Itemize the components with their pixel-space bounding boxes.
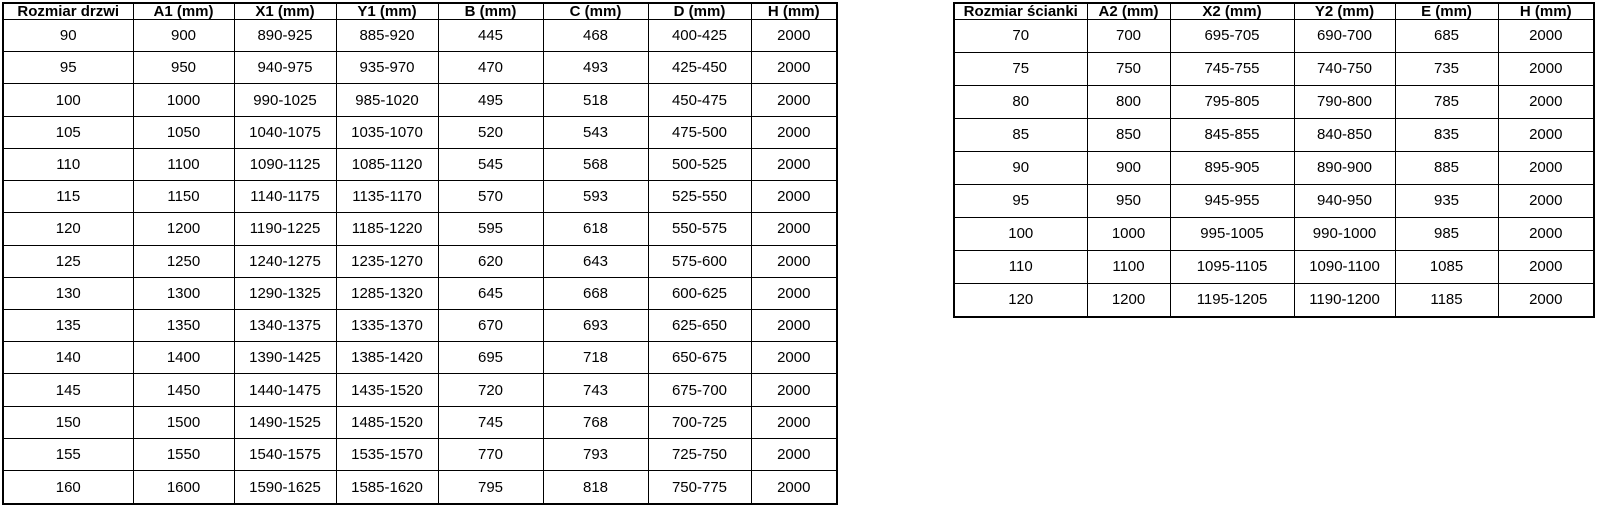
table-cell: 1195-1205 xyxy=(1170,283,1294,317)
table-cell: 2000 xyxy=(751,374,837,406)
table-cell: 1095-1105 xyxy=(1170,250,1294,283)
table-cell: 110 xyxy=(3,148,133,180)
table-cell: 2000 xyxy=(1498,20,1594,53)
table-cell: 600-625 xyxy=(648,277,751,309)
table-row xyxy=(3,277,837,309)
table-cell: 2000 xyxy=(1498,151,1594,184)
table-cell: 768 xyxy=(543,406,648,438)
column-header: A2 (mm) xyxy=(1087,3,1170,20)
table-cell: 1035-1070 xyxy=(336,116,438,148)
table-cell: 785 xyxy=(1395,85,1498,118)
column-header: C (mm) xyxy=(543,3,648,20)
table-cell: 1600 xyxy=(133,471,234,504)
table-cell: 693 xyxy=(543,309,648,341)
table-cell: 2000 xyxy=(751,148,837,180)
table-cell: 2000 xyxy=(751,20,837,52)
table-cell: 1200 xyxy=(1087,283,1170,317)
table-row xyxy=(954,283,1594,317)
table-row xyxy=(954,118,1594,151)
table-cell: 2000 xyxy=(751,213,837,245)
door-table-body xyxy=(3,20,837,505)
table-row xyxy=(3,84,837,116)
table-cell: 518 xyxy=(543,84,648,116)
table-cell: 690-700 xyxy=(1294,20,1395,53)
table-cell: 1440-1475 xyxy=(234,374,336,406)
table-cell: 1085-1120 xyxy=(336,148,438,180)
table-cell: 90 xyxy=(3,20,133,52)
table-cell: 685 xyxy=(1395,20,1498,53)
table-cell: 900 xyxy=(1087,151,1170,184)
table-cell: 718 xyxy=(543,342,648,374)
table-cell: 2000 xyxy=(751,406,837,438)
table-cell: 700-725 xyxy=(648,406,751,438)
table-cell: 1335-1370 xyxy=(336,309,438,341)
table-cell: 743 xyxy=(543,374,648,406)
table-cell: 1235-1270 xyxy=(336,245,438,277)
table-cell: 1485-1520 xyxy=(336,406,438,438)
column-header: Rozmiar ścianki xyxy=(954,3,1087,20)
wall-panel-size-table xyxy=(953,2,1595,318)
table-cell: 1185-1220 xyxy=(336,213,438,245)
table-cell: 495 xyxy=(438,84,543,116)
table-cell: 818 xyxy=(543,471,648,504)
table-cell: 900 xyxy=(133,20,234,52)
table-cell: 570 xyxy=(438,181,543,213)
door-size-table xyxy=(2,2,838,505)
table-row xyxy=(954,217,1594,250)
table-cell: 995-1005 xyxy=(1170,217,1294,250)
table-cell: 1390-1425 xyxy=(234,342,336,374)
table-cell: 1350 xyxy=(133,309,234,341)
panel-table-body xyxy=(954,20,1594,318)
table-cell: 750-775 xyxy=(648,471,751,504)
table-cell: 145 xyxy=(3,374,133,406)
table-cell: 2000 xyxy=(751,116,837,148)
table-row xyxy=(3,148,837,180)
table-cell: 770 xyxy=(438,438,543,470)
table-cell: 2000 xyxy=(751,438,837,470)
table-cell: 835 xyxy=(1395,118,1498,151)
column-header: X2 (mm) xyxy=(1170,3,1294,20)
table-cell: 1100 xyxy=(133,148,234,180)
table-cell: 70 xyxy=(954,20,1087,53)
table-cell: 130 xyxy=(3,277,133,309)
table-cell: 468 xyxy=(543,20,648,52)
table-cell: 100 xyxy=(954,217,1087,250)
table-cell: 1140-1175 xyxy=(234,181,336,213)
table-cell: 525-550 xyxy=(648,181,751,213)
table-cell: 85 xyxy=(954,118,1087,151)
table-row xyxy=(3,374,837,406)
column-header: H (mm) xyxy=(1498,3,1594,20)
table-cell: 695 xyxy=(438,342,543,374)
column-header: E (mm) xyxy=(1395,3,1498,20)
table-cell: 1500 xyxy=(133,406,234,438)
table-cell: 750 xyxy=(1087,52,1170,85)
table-cell: 745-755 xyxy=(1170,52,1294,85)
table-cell: 2000 xyxy=(751,181,837,213)
table-cell: 493 xyxy=(543,52,648,84)
table-cell: 575-600 xyxy=(648,245,751,277)
table-cell: 740-750 xyxy=(1294,52,1395,85)
table-cell: 940-975 xyxy=(234,52,336,84)
table-cell: 105 xyxy=(3,116,133,148)
table-cell: 895-905 xyxy=(1170,151,1294,184)
table-row xyxy=(3,181,837,213)
table-row xyxy=(3,116,837,148)
table-cell: 470 xyxy=(438,52,543,84)
table-cell: 2000 xyxy=(751,277,837,309)
table-cell: 790-800 xyxy=(1294,85,1395,118)
table-cell: 2000 xyxy=(751,342,837,374)
table-cell: 675-700 xyxy=(648,374,751,406)
table-cell: 950 xyxy=(1087,184,1170,217)
table-cell: 1290-1325 xyxy=(234,277,336,309)
table-cell: 95 xyxy=(954,184,1087,217)
table-cell: 620 xyxy=(438,245,543,277)
table-cell: 990-1025 xyxy=(234,84,336,116)
table-cell: 80 xyxy=(954,85,1087,118)
table-cell: 1400 xyxy=(133,342,234,374)
table-cell: 695-705 xyxy=(1170,20,1294,53)
table-cell: 100 xyxy=(3,84,133,116)
table-cell: 985-1020 xyxy=(336,84,438,116)
table-cell: 720 xyxy=(438,374,543,406)
table-cell: 1085 xyxy=(1395,250,1498,283)
table-cell: 150 xyxy=(3,406,133,438)
table-row xyxy=(954,151,1594,184)
table-cell: 1450 xyxy=(133,374,234,406)
table-row xyxy=(954,184,1594,217)
table-cell: 940-950 xyxy=(1294,184,1395,217)
table-cell: 120 xyxy=(954,283,1087,317)
table-cell: 2000 xyxy=(1498,184,1594,217)
table-cell: 110 xyxy=(954,250,1087,283)
table-cell: 445 xyxy=(438,20,543,52)
table-cell: 1100 xyxy=(1087,250,1170,283)
table-cell: 725-750 xyxy=(648,438,751,470)
table-cell: 1535-1570 xyxy=(336,438,438,470)
table-cell: 890-925 xyxy=(234,20,336,52)
table-cell: 840-850 xyxy=(1294,118,1395,151)
table-cell: 1185 xyxy=(1395,283,1498,317)
table-cell: 543 xyxy=(543,116,648,148)
table-row xyxy=(3,52,837,84)
table-cell: 2000 xyxy=(751,309,837,341)
table-cell: 793 xyxy=(543,438,648,470)
table-cell: 1190-1200 xyxy=(1294,283,1395,317)
table-cell: 985 xyxy=(1395,217,1498,250)
column-header: Y1 (mm) xyxy=(336,3,438,20)
table-cell: 885 xyxy=(1395,151,1498,184)
table-row xyxy=(954,250,1594,283)
table-cell: 935-970 xyxy=(336,52,438,84)
table-cell: 625-650 xyxy=(648,309,751,341)
column-header: B (mm) xyxy=(438,3,543,20)
table-cell: 520 xyxy=(438,116,543,148)
column-header: A1 (mm) xyxy=(133,3,234,20)
table-cell: 1150 xyxy=(133,181,234,213)
table-cell: 1090-1125 xyxy=(234,148,336,180)
column-header: Rozmiar drzwi xyxy=(3,3,133,20)
table-cell: 500-525 xyxy=(648,148,751,180)
table-cell: 1135-1170 xyxy=(336,181,438,213)
table-row xyxy=(954,85,1594,118)
table-cell: 90 xyxy=(954,151,1087,184)
table-row xyxy=(3,213,837,245)
table-cell: 700 xyxy=(1087,20,1170,53)
table-cell: 745 xyxy=(438,406,543,438)
table-cell: 125 xyxy=(3,245,133,277)
table-cell: 885-920 xyxy=(336,20,438,52)
table-cell: 2000 xyxy=(1498,85,1594,118)
column-header: H (mm) xyxy=(751,3,837,20)
table-cell: 2000 xyxy=(1498,217,1594,250)
table-cell: 1490-1525 xyxy=(234,406,336,438)
table-cell: 945-955 xyxy=(1170,184,1294,217)
table-cell: 1435-1520 xyxy=(336,374,438,406)
table-cell: 2000 xyxy=(751,52,837,84)
table-cell: 2000 xyxy=(1498,283,1594,317)
table-cell: 120 xyxy=(3,213,133,245)
table-row xyxy=(954,20,1594,53)
table-cell: 800 xyxy=(1087,85,1170,118)
table-cell: 1385-1420 xyxy=(336,342,438,374)
table-cell: 2000 xyxy=(751,245,837,277)
table-cell: 935 xyxy=(1395,184,1498,217)
column-header: X1 (mm) xyxy=(234,3,336,20)
table-cell: 1585-1620 xyxy=(336,471,438,504)
table-row xyxy=(3,20,837,52)
table-cell: 645 xyxy=(438,277,543,309)
table-cell: 1090-1100 xyxy=(1294,250,1395,283)
table-cell: 795 xyxy=(438,471,543,504)
table-cell: 595 xyxy=(438,213,543,245)
table-cell: 1240-1275 xyxy=(234,245,336,277)
table-cell: 2000 xyxy=(1498,250,1594,283)
table-cell: 1050 xyxy=(133,116,234,148)
table-cell: 1040-1075 xyxy=(234,116,336,148)
table-row xyxy=(3,438,837,470)
panel-table-header-row xyxy=(954,3,1594,20)
table-cell: 95 xyxy=(3,52,133,84)
table-cell: 450-475 xyxy=(648,84,751,116)
table-cell: 155 xyxy=(3,438,133,470)
table-cell: 1340-1375 xyxy=(234,309,336,341)
table-cell: 850 xyxy=(1087,118,1170,151)
table-cell: 115 xyxy=(3,181,133,213)
table-cell: 2000 xyxy=(751,84,837,116)
table-cell: 618 xyxy=(543,213,648,245)
table-cell: 950 xyxy=(133,52,234,84)
table-cell: 1000 xyxy=(1087,217,1170,250)
door-table-header-row xyxy=(3,3,837,20)
table-cell: 1300 xyxy=(133,277,234,309)
table-cell: 545 xyxy=(438,148,543,180)
table-cell: 1250 xyxy=(133,245,234,277)
table-cell: 1590-1625 xyxy=(234,471,336,504)
table-cell: 593 xyxy=(543,181,648,213)
table-cell: 75 xyxy=(954,52,1087,85)
table-cell: 990-1000 xyxy=(1294,217,1395,250)
column-header: D (mm) xyxy=(648,3,751,20)
table-row xyxy=(3,245,837,277)
table-cell: 425-450 xyxy=(648,52,751,84)
table-cell: 1540-1575 xyxy=(234,438,336,470)
table-cell: 2000 xyxy=(1498,118,1594,151)
table-cell: 2000 xyxy=(1498,52,1594,85)
table-cell: 890-900 xyxy=(1294,151,1395,184)
table-row xyxy=(3,406,837,438)
table-row xyxy=(954,52,1594,85)
table-cell: 160 xyxy=(3,471,133,504)
table-cell: 795-805 xyxy=(1170,85,1294,118)
table-cell: 475-500 xyxy=(648,116,751,148)
table-cell: 650-675 xyxy=(648,342,751,374)
table-cell: 550-575 xyxy=(648,213,751,245)
table-cell: 845-855 xyxy=(1170,118,1294,151)
table-cell: 140 xyxy=(3,342,133,374)
column-header: Y2 (mm) xyxy=(1294,3,1395,20)
table-cell: 1000 xyxy=(133,84,234,116)
table-cell: 1190-1225 xyxy=(234,213,336,245)
table-cell: 400-425 xyxy=(648,20,751,52)
table-cell: 568 xyxy=(543,148,648,180)
table-cell: 1285-1320 xyxy=(336,277,438,309)
table-cell: 735 xyxy=(1395,52,1498,85)
table-cell: 135 xyxy=(3,309,133,341)
table-cell: 1200 xyxy=(133,213,234,245)
table-cell: 668 xyxy=(543,277,648,309)
table-cell: 1550 xyxy=(133,438,234,470)
table-cell: 670 xyxy=(438,309,543,341)
table-cell: 643 xyxy=(543,245,648,277)
table-row xyxy=(3,342,837,374)
table-cell: 2000 xyxy=(751,471,837,504)
table-row xyxy=(3,471,837,504)
table-row xyxy=(3,309,837,341)
